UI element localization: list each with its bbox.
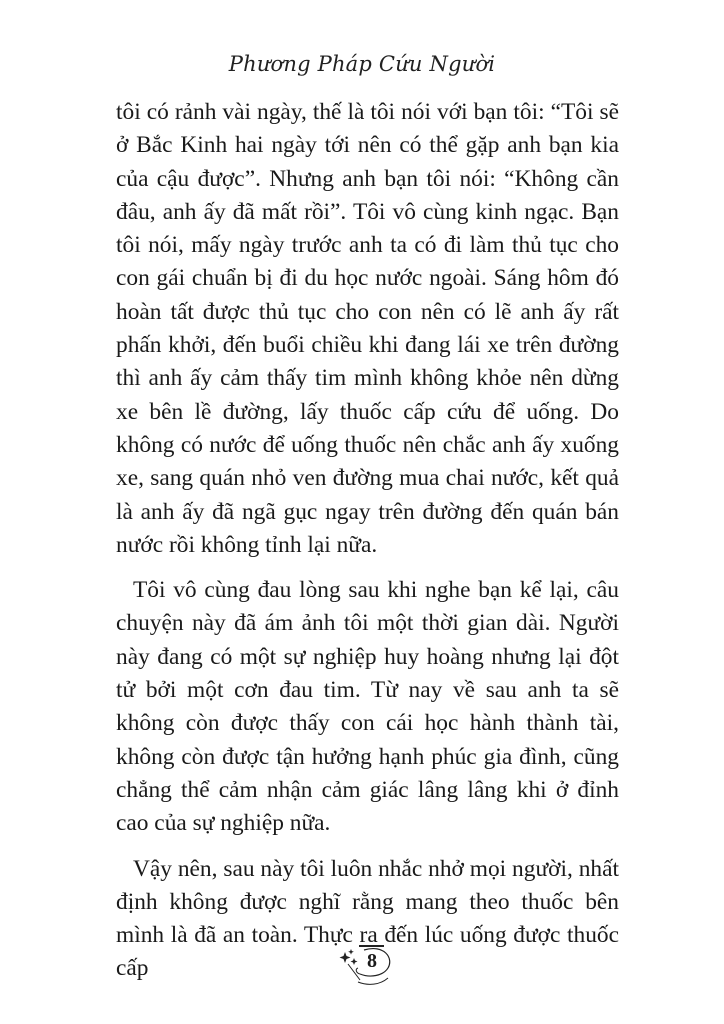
page-number: 8 xyxy=(367,950,377,972)
paragraph: Tôi vô cùng đau lòng sau khi nghe bạn kể lại, câu chuyện này đã ám ảnh tôi một thời gian dài. Người này đang có một sự nghiệp huy hoàng nhưng lại đột tử bởi một cơn đau tim. Từ nay về sau anh ta sẽ không còn được thấy con cái học hành thành tài, không còn được tận hưởng hạnh phúc gia đình, cũng chẳng thể cảm nhận cảm giác lâng lâng khi ở đỉnh cao của sự nghiệp nữa. xyxy=(116,577,619,837)
ornament-wand xyxy=(348,964,360,980)
page-number-ornament xyxy=(334,940,398,988)
ornament-swirl xyxy=(356,968,360,974)
sparkle-star-icon xyxy=(340,952,351,963)
sparkle-star-icon xyxy=(351,958,358,965)
paragraph: Vậy nên, sau này tôi luôn nhắc nhở mọi người, nhất định không được nghĩ rằng mang theo thuốc bên mình là đã an toàn. Thực ra đến lúc uống được thuốc cấp xyxy=(116,855,619,982)
sparkle-star-icon xyxy=(348,949,354,955)
running-header-title: Phương Pháp Cứu Người xyxy=(228,52,496,76)
body-text xyxy=(116,96,619,986)
paragraph-continued: tôi có rảnh vài ngày, thế là tôi nói với bạn tôi: “Tôi sẽ ở Bắc Kinh hai ngày tới nên có thể gặp anh bạn kia của cậu được”. Nhưng anh bạn tôi nói: “Không cần đâu, anh ấy đã mất rồi”. Tôi vô cùng kinh ngạc. Bạn tôi nói, mấy ngày trước anh ta có đi làm thủ tục cho con gái chuẩn bị đi du học nước ngoài. Sáng hôm đó hoàn tất được thủ tục cho con nên có lẽ anh ấy rất phấn khởi, đến buổi chiều khi đang lái xe trên đường thì anh ấy cảm thấy tim mình không khỏe nên dừng xe bên lề đường, lấy thuốc cấp cứu để uống. Do không có nước để uống thuốc nên chắc anh ấy xuống xe, sang quán nhỏ ven đường mua chai nước, kết quả là anh ấy đã ngã gục ngay trên đường đến quán bán nước rồi không tỉnh lại nữa. xyxy=(116,99,619,558)
ornament-swash xyxy=(358,978,388,984)
